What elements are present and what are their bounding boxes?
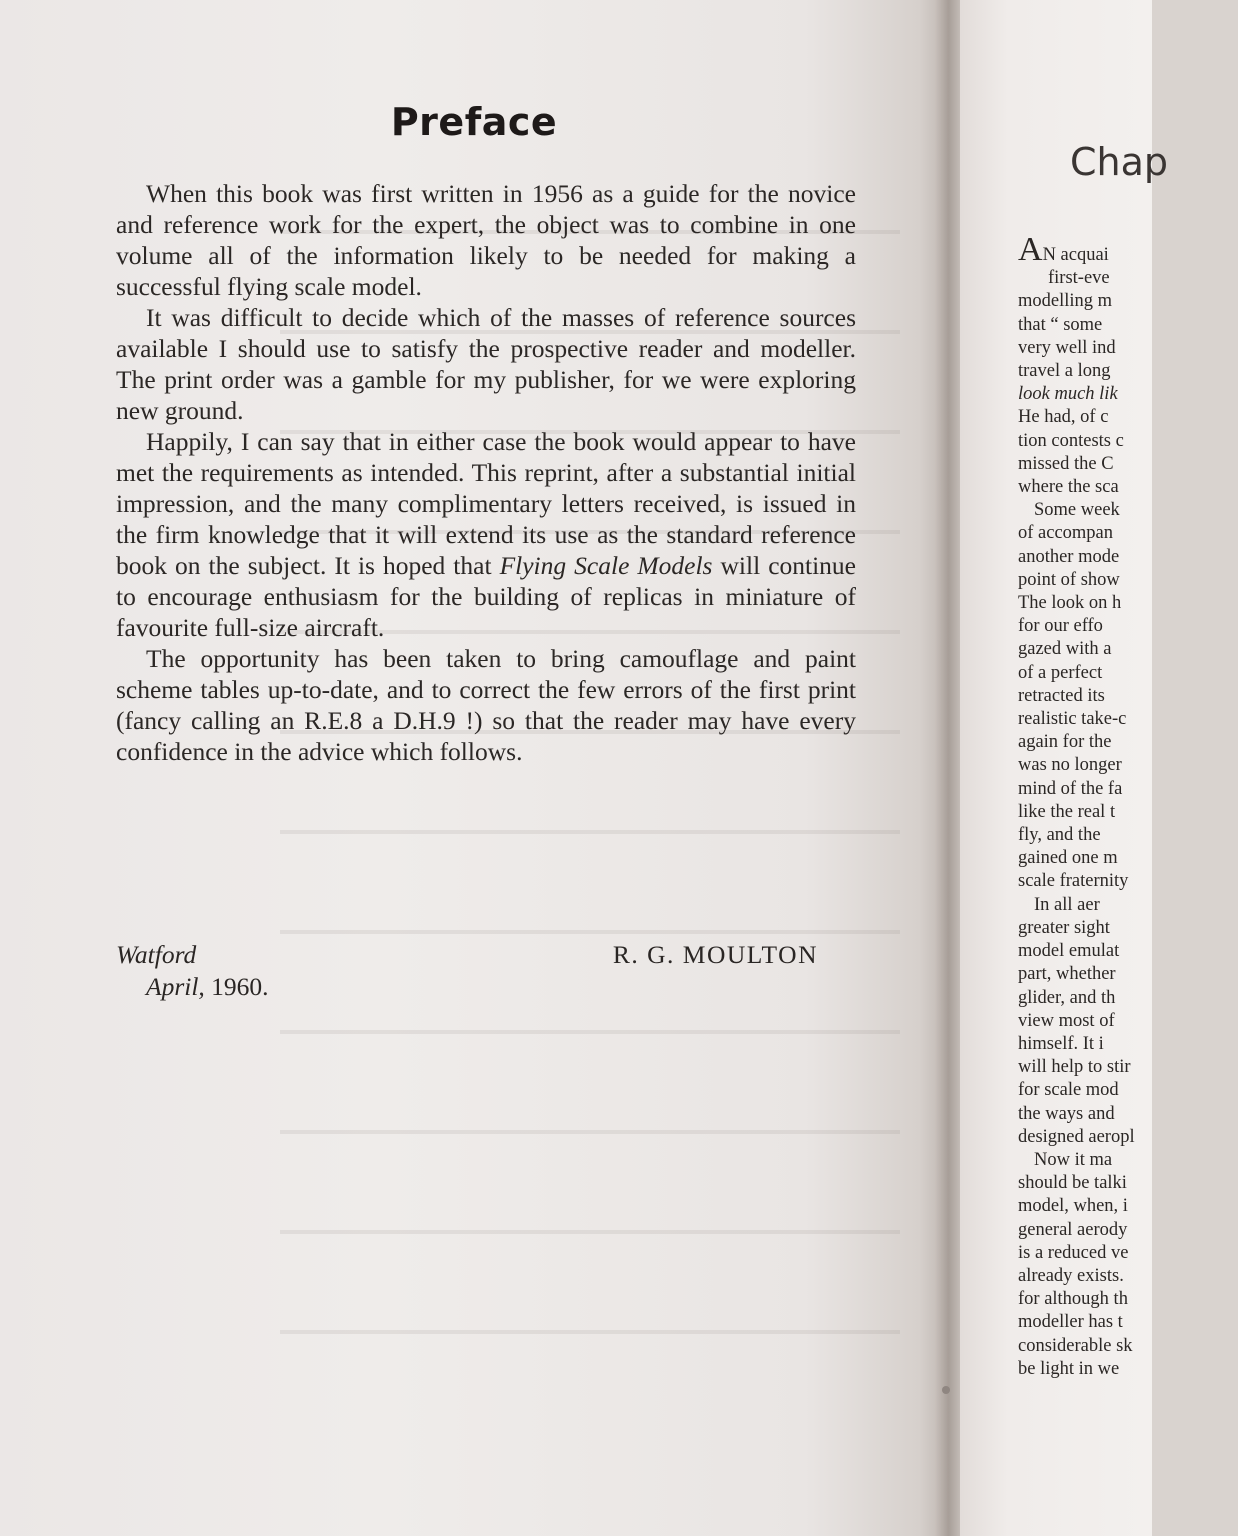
line: model, when, i (1018, 1196, 1128, 1217)
line: glider, and th (1018, 987, 1116, 1008)
line: should be talki (1018, 1173, 1127, 1194)
line: of a perfect (1018, 662, 1103, 683)
line: missed the C (1018, 453, 1114, 474)
line: In all aer (1034, 894, 1100, 915)
line: part, whether (1018, 964, 1116, 985)
page-speck (942, 1386, 950, 1394)
line: tion contests c (1018, 430, 1124, 451)
signoff-place: Watford (116, 940, 197, 969)
line: for our effo (1018, 616, 1103, 637)
line: modeller has t (1018, 1312, 1123, 1333)
drop-cap: A (1018, 231, 1043, 268)
line: first-eve (1048, 268, 1110, 289)
line: Some week (1034, 500, 1120, 521)
line: travel a long (1018, 361, 1111, 382)
paragraph-3-text-after: will continue to encourage enthusiasm for the building of replicas in miniature of favourite full-size aircraft. (116, 551, 857, 642)
line: of accompan (1018, 523, 1114, 544)
line: is a reduced ve (1018, 1242, 1129, 1263)
paragraph-1: When this book was first written in 1956 as a guide for the novice and reference work for the expert, the object was to combine in one volume all of the information likely to be needed for making a successful flying scale model. (116, 179, 856, 301)
line: for scale mod (1018, 1080, 1119, 1101)
line: again for the (1018, 732, 1112, 753)
signoff-year: 1960. (204, 972, 269, 1001)
signoff (116, 940, 856, 1020)
paragraph-2: It was difficult to decide which of the masses of reference sources available I should use to satisfy the prospective reader and modeller. The print order was a gamble for my publisher, for we were exploring new ground. (116, 303, 856, 425)
paragraph-3 (116, 426, 856, 643)
line: Now it ma (1034, 1149, 1113, 1170)
line: point of show (1018, 569, 1120, 590)
line: general aerody (1018, 1219, 1128, 1240)
line: the ways and (1018, 1103, 1115, 1124)
signoff-author: R. G. MOULTON (612, 940, 818, 969)
line: greater sight (1018, 917, 1110, 938)
line: already exists. (1018, 1265, 1124, 1286)
signoff-month: April, (146, 972, 205, 1001)
paragraph-3-text-before: Happily, I can say that in either case the book would appear to have met the requirements as intended. This reprint, after a substantial initial impression, and the many complimentary letters received, is issued in the firm knowledge that it will extend its use as the standard reference book on the subject. It is hoped that (116, 427, 856, 580)
line: gazed with a (1018, 639, 1112, 660)
line: be light in we (1018, 1358, 1120, 1379)
line: The look on h (1018, 593, 1122, 614)
line: was no longer (1018, 755, 1122, 776)
line: fly, and the (1018, 825, 1101, 846)
line: model emulat (1018, 941, 1120, 962)
line: gained one m (1018, 848, 1118, 869)
chapter-heading: Chap (1070, 140, 1169, 184)
line: for although th (1018, 1289, 1128, 1310)
line-text: N acquai (1042, 245, 1109, 265)
line: himself. It i (1018, 1033, 1104, 1054)
paragraph-4: The opportunity has been taken to bring camouflage and paint scheme tables up-to-date, and to correct the few errors of the first print (fancy calling an R.E.8 a D.H.9 !) so that the reader may have every confidence in the advice which follows. (116, 644, 856, 766)
line: retracted its (1018, 685, 1105, 706)
line: considerable sk (1018, 1335, 1133, 1356)
line: He had, of c (1018, 407, 1109, 428)
line: will help to stir (1018, 1057, 1131, 1078)
line: like the real t (1018, 801, 1116, 822)
line: very well ind (1018, 337, 1116, 358)
line: mind of the fa (1018, 778, 1123, 799)
line: look much lik (1018, 384, 1118, 405)
line: view most of (1018, 1010, 1115, 1031)
line (1018, 231, 1238, 268)
chapter-body (1018, 231, 1238, 1381)
line: where the sca (1018, 477, 1119, 498)
line: that “ some (1018, 314, 1103, 335)
preface-body (116, 178, 856, 767)
line: scale fraternity (1018, 871, 1129, 892)
right-page (960, 0, 1169, 1536)
line: another mode (1018, 546, 1120, 567)
line: realistic take-c (1018, 709, 1127, 730)
page-title: Preface (390, 100, 558, 144)
line: modelling m (1018, 291, 1113, 312)
signoff-date (146, 972, 269, 1002)
line: designed aeropl (1018, 1126, 1135, 1147)
book-title-italic: Flying Scale Models (499, 551, 713, 580)
